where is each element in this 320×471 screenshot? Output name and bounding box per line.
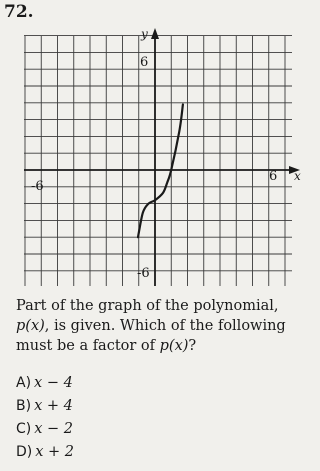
choice-a[interactable] [16,372,74,395]
problem-number: 72. [4,2,34,22]
function-name-2: p(x) [159,338,189,354]
question-text [16,296,312,356]
choice-c-letter: C) [16,421,32,437]
grid-lines [24,36,292,286]
choice-a-expression: x − 4 [34,375,73,391]
answer-choices [16,372,74,464]
y-tick-label-positive: 6 [140,55,149,70]
choice-c[interactable] [16,418,74,441]
question-part-3: ? [188,338,197,354]
y-axis-arrow [151,28,159,39]
question-part-2: , is given. Which of the following must be a factor of [16,318,286,354]
choice-b-expression: x + 4 [34,398,73,414]
choice-b-letter: B) [16,398,32,414]
choice-d[interactable] [16,441,74,464]
axes [24,28,300,286]
y-axis-label: y [141,27,148,41]
choice-c-expression: x − 2 [34,421,74,437]
question-part-1: Part of the graph of the polynomial, [16,298,279,314]
choice-d-expression: x + 2 [35,444,75,460]
choice-a-letter: A) [16,375,32,391]
x-tick-label-positive: 6 [269,169,278,184]
choice-d-letter: D) [16,444,33,460]
choice-b[interactable] [16,395,74,418]
x-tick-label-negative: -6 [31,179,44,194]
function-name-1: p(x) [16,318,45,334]
y-tick-label-negative: -6 [137,266,150,281]
x-axis-label: x [294,169,301,183]
